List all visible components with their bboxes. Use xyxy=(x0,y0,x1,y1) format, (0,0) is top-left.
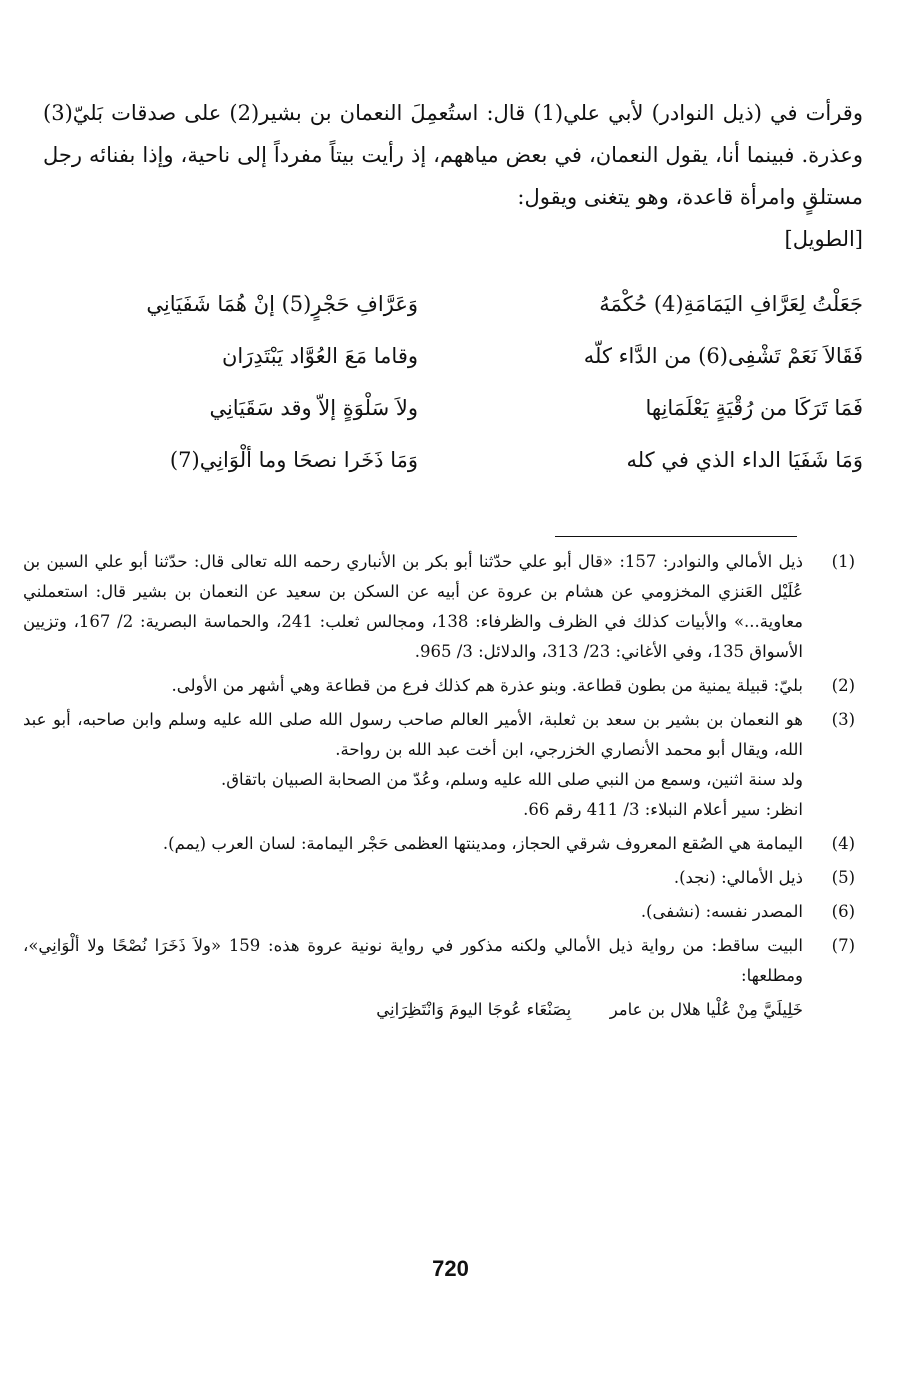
footnote xyxy=(23,829,863,859)
footnote-verse xyxy=(23,995,803,1025)
footnote-text: ذيل الأمالي: (نجد). xyxy=(673,868,803,887)
footnote-number: (4) xyxy=(831,834,855,853)
verse-line xyxy=(43,292,863,344)
verse-second-hemistich: بِصَنْعَاء عُوجَا اليومَ وَانْتَظِرَانِي xyxy=(376,1000,572,1019)
verse-line xyxy=(43,396,863,448)
footnote-number: (3) xyxy=(831,710,855,729)
poem xyxy=(43,292,863,500)
verse-first-hemistich: جَعَلْتُ لِعَرَّافِ اليَمَامَةِ(4) حُكْمَهُ xyxy=(599,292,863,316)
verse-second-hemistich: وَعَرَّافِ حَجْرٍ(5) إنْ هُمَا شَفَيَانِي xyxy=(146,292,418,316)
verse-first-hemistich: خَلِيلَيَّ مِنْ عُلْيا هلال بن عامر xyxy=(609,1000,803,1019)
footnote xyxy=(23,671,863,701)
footnote xyxy=(23,547,863,667)
verse-second-hemistich: ولاَ سَلْوَةٍ إلاّ وقد سَقَيَانِي xyxy=(209,396,418,420)
verse-second-hemistich: وقاما مَعَ العُوَّاد يَبْتَدِرَان xyxy=(221,344,418,368)
footnote-number: (2) xyxy=(831,676,855,695)
poetic-meter-label: [الطويل] xyxy=(784,227,863,251)
footnotes xyxy=(23,547,863,1029)
footnote-text: ولد سنة اثنين، وسمع من النبي صلى الله عليه وسلم، وعُدّ من الصحابة الصبيان باتقاق. xyxy=(221,770,803,789)
footnote-text: المصدر نفسه: (نشفى). xyxy=(640,902,803,921)
footnote-separator xyxy=(555,536,797,537)
main-text xyxy=(43,92,863,260)
verse-first-hemistich: فَقَالاَ نَعَمْ تَشْفِى(6) من الدَّاء كلّه xyxy=(583,344,863,368)
main-paragraph: وقرأت في (ذيل النوادر) لأبي علي(1) قال: استُعمِلَ النعمان بن بشير(2) على صدقات بَليّ(3) وعذرة. فبينما أنا، يقول النعمان، في بعض مياههم، إذ رأيت بيتاً مفرداً إلى ناحية، وإذا بفنائه رجل مستلقٍ وامرأة قاعدة، وهو يتغنى ويقول: xyxy=(43,101,863,209)
footnote xyxy=(23,897,863,927)
footnote xyxy=(23,931,863,1025)
footnote-text: هو النعمان بن بشير بن سعد بن ثعلبة، الأمير العالم صاحب رسول الله صلى الله عليه وسلم وابن صاحبه، أبو عبد الله، ويقال أبو محمد الأنصاري الخزرجي، ابن أخت عبد الله بن رواحة. xyxy=(23,710,803,759)
verse-line xyxy=(43,448,863,500)
footnote-number: (1) xyxy=(831,552,855,571)
verse-first-hemistich: وَمَا شَفَيَا الداء الذي في كله xyxy=(626,448,863,472)
footnote-number: (7) xyxy=(831,936,855,955)
footnote xyxy=(23,705,863,825)
footnote-text: انظر: سير أعلام النبلاء: 3/ 411 رقم 66. xyxy=(523,800,803,819)
footnote-text: اليمامة هي الصُقع المعروف شرقي الحجاز، ومدينتها العظمى حَجْر اليمامة: لسان العرب (يمم). xyxy=(162,834,803,853)
verse-second-hemistich: وَمَا ذَخَرا نصحَا وما ألْوَانِي(7) xyxy=(169,448,418,472)
footnote xyxy=(23,863,863,893)
footnote-number: (6) xyxy=(831,902,855,921)
footnote-number: (5) xyxy=(831,868,855,887)
footnote-text: بليّ: قبيلة يمنية من بطون قطاعة. وبنو عذرة هم كذلك فرع من قطاعة وهي أشهر من الأولى. xyxy=(171,676,803,695)
footnote-text: البيت ساقط: من رواية ذيل الأمالي ولكنه مذكور في رواية نونية عروة هذه: 159 «ولاَ ذَخَرَا نُصْحًا ولا ألْوَانِي»، ومطلعها: xyxy=(23,936,803,985)
verse-line xyxy=(43,344,863,396)
footnote-text: ذيل الأمالي والنوادر: 157: «قال أبو علي حدّثنا أبو بكر بن الأنباري رحمه الله تعالى قال: حدّثنا أبو علي السين بن عُلَيْل العَنزي المخزومي عن هشام بن عروة عن أبيه عن السكن بن سعيد عن النعمان بن بشير قال: استعملني معاوية...» والأبيات كذلك في الظرف والظرفاء: 138، ومجالس ثعلب: 241، والحماسة البصرية: 2/ 167، وتزيين الأسواق 135، وفي الأغاني: 23/ 313، والدلائل: 3/ 965. xyxy=(23,552,804,661)
page-number: 720 xyxy=(432,1256,469,1281)
verse-first-hemistich: فَمَا تَرَكَا من رُقْيَةٍ يَعْلَمَانِها xyxy=(645,396,863,420)
